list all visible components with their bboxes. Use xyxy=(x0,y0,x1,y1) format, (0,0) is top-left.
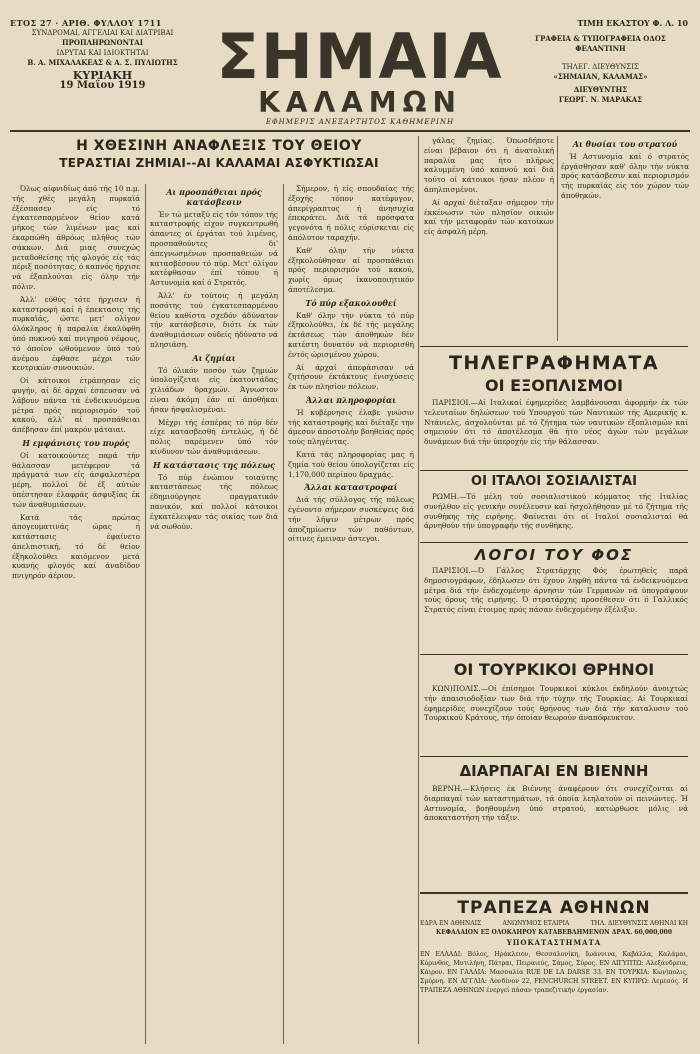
story-paragraph: ΡΩΜΗ.—Τό μέλη τού σοσιαλιστικού κόμματος τής Ιταλίας συνήλθον είς γενικήν συνέλευσιν καί ήσχολήθησαν μέ τό ζήτημα τής συνθήκης τής ειρήνης. Φαίνεται ότι οί Ιταλοί σοσιαλισταί θά άρνηθούν τήν ύπογραφήν τής συνθήκης. xyxy=(424,492,688,531)
story-paragraph: ΠΑΡΙΣΙΟΙ.—Ό Γάλλος Στρατάρχης Φός έρωτηθείς παρά δημοσιογράφων, έδήλωσεν ότι έχουν ληφθή πάντα τά ένδεικνυόμενα μέτρα διά τήν ένδεχομένην άρνησιν τών Γερμανών νά ύπογράψουν τούς όρους τής ειρήνης. Ό στρατάρχης προσέθεσεν ότι ό Γαλλικός Στρατός είναι έτοιμος πρός πάσαν ένδεχομένην έξέλιξιν. xyxy=(424,566,688,615)
masthead-rule xyxy=(10,130,690,132)
masthead-left-line: Β. Α. ΜΙΧΑΛΑΚΕΑΣ & Α. Σ. ΠΥΛΙΩΤΗΣ xyxy=(27,58,178,67)
article-paragraph: Τό πύρ ένώπιον τοιαύτης καταστάσεως τής πόλεως έδημιούργησε πραγματικόν πανικόν, καί πολλοί κάτοικοι έγκατέλειψαν τάς οικίας των διά νά σωθούν. xyxy=(150,472,278,531)
story-text xyxy=(424,684,688,750)
story-text xyxy=(424,566,688,648)
story-heading: ΟΙ ΕΞΟΠΛΙΣΜΟΙ xyxy=(485,376,623,395)
issue-date: 19 Μαΐου 1919 xyxy=(59,80,146,91)
bank-advertisement xyxy=(420,898,688,995)
article-subhead: Αι ζημίαι xyxy=(192,352,236,363)
column-divider xyxy=(283,184,284,1044)
article-paragraph: Όλως αίφνιδίως άπό τής 10 π.μ. τής χθές μεγάλη πυρκαϊά έξέσπασεν είς τό έγκατεσπαρμένον θείον κατά μήκος τών λιμένων μας καί έκαρπώθη άθρόως πλήθος τών σάκκων. Διά μιας συνεχώς μεταδοθείσης τής φλογός είς τάς πέριξ ποσότητας, ό καπνός ήρχισε νά έξαπλούται είς όλην τήν πόλιν. xyxy=(12,184,140,291)
bank-seat: ΕΔΡΑ ΕΝ ΑΘΗΝΑΙΣ xyxy=(420,920,482,927)
masthead-left-line: ΙΔΡΥΤΑΙ ΚΑΙ ΙΔΙΟΚΤΗΤΑΙ xyxy=(56,49,149,57)
article-column-2 xyxy=(150,184,278,1044)
newspaper-tagline: ΕΦΗΜΕΡΙΣ ΑΝΕΞΑΡΤΗΤΟΣ ΚΑΘΗΜΕΡΙΝΗ xyxy=(265,118,455,126)
article-column-4 xyxy=(424,136,554,341)
price-line: ΤΙΜΗ ΕΚΑΣΤΟΥ Φ. Λ. 10 xyxy=(577,18,688,28)
article-paragraph: Καθ' όλην τήν νύκτα έξηκολούθησαν αί προσπάθειαι πρός περιορισμόν τού κακού, χωρίς όμως ίκανοποιητικόν άποτέλεσμα. xyxy=(288,245,414,294)
masthead-right-line: ΓΕΩΡΓ. Ν. ΜΑΡΑΚΑΣ xyxy=(558,95,643,104)
article-column-5 xyxy=(561,136,689,341)
article-subhead: Η εμφάνισις του πυρός xyxy=(22,437,130,448)
bank-telegraph: ΤΗΛ. ΔΙΕΥΘΥΝΣΙΣ ΑΘΗΝΑΙ ΚΗ xyxy=(590,920,688,927)
story-heading: ΛΟΓΟΙ ΤΟΥ ΦΟΣ xyxy=(474,546,634,564)
article-column-1 xyxy=(12,184,140,1044)
masthead-right-line: «ΣΗΜΑΙΑΝ, ΚΑΛΑΜΑΣ» xyxy=(553,72,648,81)
masthead-left-line: ΠΡΟΠΛΗΡΩΝΟΝΤΑΙ xyxy=(62,38,143,47)
article-subhead: Τό πύρ εξακολουθεί xyxy=(305,297,397,308)
article-paragraph: Κατά τάς πληροφορίας μας ή ζημία τού θείου ύπολογίζεται είς 1,170,000 περίπου δραχμάς. xyxy=(288,449,414,479)
bank-capital: ΚΕΦΑΛΑΙΟΝ ΕΞ ΟΛΟΚΛΗΡΟΥ ΚΑΤΑΒΕΒΛΗΜΕΝΟΝ ΔΡΑΧ. 60,000,000 xyxy=(436,929,672,936)
article-paragraph: Σήμερον, ή είς σπουδαίας τής έξοχής τόπον κατέφυγον, άπερίγραπτος ή άνησυχία έπεκράτει. Διά τά πρόσφατα γεγονότα ή πόλις εύρίσκεται είς άπόλυτον ταραχήν. xyxy=(288,184,414,242)
masthead-right-line: ΤΗΛΕΓ. ΔΙΕΥΘΥΝΣΙΣ xyxy=(562,63,639,71)
article-paragraph: Έν τώ μεταξύ είς τόν τόπον τής καταστροφής είχον συγκεντρωθή άπαντες οί έργάται τού λιμένος, προσπαθούντες δι' άπεγνωσμένων προσπαθειών νά κατασβέσουν τό πύρ. Μετ' όλίγον κατέφθασαν έπί τόπου ή Αστυνομία καί ό Στρατός. xyxy=(150,209,278,288)
bank-branches: ΕΝ ΕΛΛΑΔΙ: Βόλος, Ηράκλειον, Θεσσαλονίκη, Ιωάννινα, Καβάλλα, Καλάμαι, Κόρινθος, Μυτιλήνη, Πάτραι, Πειραιεύς, Σάμος, Σύρος. ΕΝ ΑΙΓΥΠΤΩ: Αλεξάνδρεια, Κάιρον. ΕΝ ΓΑΛΛΙΑ: Μασσαλία RUE DE LA DARSE 33. ΕΝ ΤΟΥΡΚΙΑ: Κων)πολις, Σμύρνη. ΕΝ ΑΓΓΛΙΑ: Λονδίνον 22, FENCHURCH STREET. ΕΝ ΚΥΠΡΩ: Λεμεσός. Η ΤΡΑΠΕΖΑ ΑΘΗΝΩΝ ένεργεί πάσαν τραπεζιτικήν έργασίαν. xyxy=(420,951,688,994)
article-paragraph: Οί κατοικούντες παρά τήν θάλασσαν μετέφερον τά πράγματά των είς άσφαλεστέρα μέρη, πολλοί δέ έξ αύτών ύπέστησαν έλαφράς άσφυξίας έκ τών άναθυμιάσεων. xyxy=(12,450,140,509)
article-paragraph: Αί αρχαί διέταξαν σήμερον τήν έκκένωσιν τών πλησίον οικιών καί τήν μεταφοράν τών κατοίκων είς άσφαλή μέρη. xyxy=(424,197,554,237)
masthead-right-line: ΓΡΑΦΕΙΑ & ΤΥΠΟΓΡΑΦΕΙΑ ΟΔΟΣ ΦΕΛΑΝΤΙΝΗ xyxy=(535,34,666,53)
article-paragraph: Άλλ' έν τούτοις ή μεγάλη ποσότης τού έγκατεσπαρμένου θείου καθίστα σχεδόν άδύνατον τήν κατάσβεσιν, διότι έκ τών άναθυμιάσεων ούδείς ήδύνατο νά πλησιάση. xyxy=(150,290,278,349)
article-paragraph: Μέχρι τής έσπέρας τό πύρ δέν είχε κατασβεσθή έντελώς, ή δέ πόλις παρέμενεν ύπό τόν κίνδυνον τών άναθυμιάσεων. xyxy=(150,417,278,456)
newspaper-subtitle: ΚΑΛΑΜΩΝ xyxy=(258,86,462,119)
story-text xyxy=(424,784,688,840)
bank-branches-heading: ΥΠΟΚΑΤΑΣΤΗΜΑΤΑ xyxy=(506,938,602,947)
article-subhead: Άλλαι καταστροφαί xyxy=(304,482,398,493)
masthead xyxy=(0,0,700,128)
section-rule xyxy=(420,654,688,655)
article-subhead: Αι προσπάθειαι πρός κατάσβεσιν xyxy=(166,187,262,207)
article-subhead: Άλλαι πληροφορίαι xyxy=(306,394,396,405)
masthead-left-line: ΣΥΝΔΡΟΜΑΙ, ΑΓΓΕΛΙΑΙ ΚΑΙ ΔΙΑΤΡΙΒΑΙ xyxy=(31,29,174,37)
bank-info-row xyxy=(420,920,688,927)
section-rule xyxy=(420,470,688,471)
section-rule xyxy=(420,892,688,894)
article-paragraph: Τό όλικόν ποσόν τών ζημιών ύπολογίζεται είς έκατοντάδας χιλιάδων δραχμών. Άγνωστον είναι άκόμη έάν αί άποθήκαι ήσαν ήσφαλισμέναι. xyxy=(150,365,278,414)
article-paragraph: Κατά τάς πρώτας άπογευματινάς ώρας ή κατάστασις έφαίνετο άπελπιστική, τό δέ θείον έξηκολούθει καιόμενον μετά κυανής φλογός καί άναδίδον πνιγηρόν άέριον. xyxy=(12,512,140,581)
story-paragraph: ΠΑΡΙΣΙΟΙ.—Αί Ιταλικαί έφημερίδες λαμβάνουσαι άφορμήν έκ τών τελευταίων δηλώσεων τού Υπουργού τών Ναυτικών τής Αμερικής κ. Ντάνιελς, άσχολούνται μέ τό ζήτημα τών ναυτικών έξοπλισμών καί σημειούν ότι τό άποτέλεσμα θά ήτο νέος άγών τών μεγάλων δυνάμεων διά τήν ύπεροχήν είς τήν θάλασσαν. xyxy=(424,398,688,447)
column-divider xyxy=(557,136,558,341)
masthead-right-line: ΔΙΕΥΘΥΝΤΗΣ xyxy=(573,85,628,94)
article-subhead: Η κατάστασις της πόλεως xyxy=(153,459,275,470)
bank-name: ΤΡΑΠΕΖΑ ΑΘΗΝΩΝ xyxy=(457,898,651,918)
story-heading: ΟΙ ΤΟΥΡΚΙΚΟΙ ΘΡΗΝΟΙ xyxy=(453,660,655,679)
story-heading: ΔΙΑΡΠΑΓΑΙ ΕΝ ΒΙΕΝΝΗ xyxy=(459,762,649,780)
article-paragraph: Αί άρχαί άπεφάσισαν νά ζητήσουν έκτάκτους ένισχύσεις έκ τών πλησίον πόλεων. xyxy=(288,362,414,392)
article-subhead: Αι θυσίαι του στρατού xyxy=(572,139,678,149)
section-rule xyxy=(420,756,688,757)
article-paragraph: Ή κυβέρνησις έλαβε γνώσιν τής καταστροφής καί διέταξε την άμεσον άποστολήν βοηθείας πρός τούς πληγέντας. xyxy=(288,407,414,447)
article-column-3 xyxy=(288,184,414,1044)
lead-headline: Η ΧΘΕΣΙΝΗ ΑΝΑΦΛΕΞΙΣ ΤΟΥ ΘΕΙΟΥ xyxy=(76,138,362,154)
story-paragraph: ΒΕΡΝΗ.—Κλήσεις έκ Βιέννης άναφέρουν ότι συνεχίζονται αί διαρπαγαί τών καταστημάτων, τά όποία λεηλατούν οί πεινώντες. Ή Αστυνομία, βοηθουμένη ύπό στρατού, κατώρθωσε μόλις νά άποκαταστήση τήν τάξιν. xyxy=(424,784,688,823)
bank-type: ΑΝΩΝΥΜΟΣ ΕΤΑΙΡΙΑ xyxy=(502,920,570,927)
story-heading: ΟΙ ΙΤΑΛΟΙ ΣΟΣΙΑΛΙΣΤΑΙ xyxy=(471,474,637,489)
lead-subhead: ΤΕΡΑΣΤΙΑΙ ΖΗΜΙΑΙ--ΑΙ ΚΑΛΑΜΑΙ ΑΣΦΥΚΤΙΩΣΑΙ xyxy=(59,156,379,170)
issue-day: ΚΥΡΙΑΚΗ xyxy=(72,69,133,82)
article-paragraph: Καθ' όλην τήν νύκτα τό πύρ έξηκολούθει, έκ δέ τής μεγάλης έκτάσεως τών άποθηκών δέν κατέστη δυνατόν νά περιορισθή έντός ώρισμένου χώρου. xyxy=(288,310,414,359)
masthead-right-panel xyxy=(513,18,688,105)
masthead-left-panel xyxy=(10,18,195,91)
lead-headline-block xyxy=(28,138,410,170)
article-paragraph: Άλλ' εύθύς τότε ήρχισεν ή καταστροφή καί ή έπεκτασις τής πυρκαϊάς, ώστε μετ' ολίγον όλόκληρος ή παραλία έκαλύφθη ύπό πυκνού καί πνιγηρού νέφους, τό όποίον ώθούμενον ύπό τού άνέμου έφθασε μέχρι τών κεντρικών συνοικιών. xyxy=(12,294,140,373)
newspaper-title: ΣΗΜΑΙΑ xyxy=(216,20,504,93)
section-rule xyxy=(420,346,688,347)
article-paragraph: Διά τής σύλλογος τής πόλεως έγένοντο σήμερον συσκέψεις διά τήν λήψιν μέτρων πρός άποζημίωσιν τών παθόντων, οίτινες έμειναν άστεγοι. xyxy=(288,495,414,544)
article-paragraph: Οί κάτοικοι έτράπησαν είς φυγήν, αί δέ άρχαί έσπευσαν νά λάβουν πάντα τά ένδεικνυόμενα μέτρα πρός περιορισμόν τού κακού, άλλ' αί προσπάθειαι άπέβησαν έπί μακρόν μάταιαι. xyxy=(12,376,140,435)
telegrams-heading: ΤΗΛΕΓΡΑΦΗΜΑΤΑ xyxy=(448,352,660,374)
column-divider xyxy=(145,184,146,1044)
story-paragraph: ΚΩΝ)ΠΟΛΙΣ.—Οί έπίσημοι Τουρκικοί κύκλοι έκδηλούν άνοιχτώς τήν άπαισιοδοξίαν των διά τήν τύχην τής Τουρκίας. Αί Τουρκικαί έφημερίδες συνεχίζουν τούς θρήνους των διά τήν καταλυσιν τού Τουρκικού Κράτους, τήν όποίαν θεωρούν άναπόφευκτον. xyxy=(424,684,688,723)
year-issue-line: ΕΤΟΣ 27 · ΑΡΙΘ. ΦΥΛΛΟΥ 1711 xyxy=(10,18,162,28)
article-paragraph: Ή Αστυνομία καί ό στρατός έργάσθησαν καθ' όλην τήν νύκτα πρός κατάσβεσιν καί περιορισμόν τής πυρκαϊάς είς τόν χώρον τών άποθηκών. xyxy=(561,151,689,200)
story-text xyxy=(424,492,688,538)
section-rule xyxy=(420,542,688,543)
story-text xyxy=(424,398,688,464)
column-divider xyxy=(418,136,419,1044)
article-paragraph: γάλας ζημίας. Όπωσδήποτε είναι βέβαιον ότι ή άνατολική παραλία μας ήτο πλήρως καλυμμένη ύπό καπνού καί διά τούτο οί κάτοικοι ήσαν πλέον ή άπηλπισμένοι. xyxy=(424,136,554,194)
